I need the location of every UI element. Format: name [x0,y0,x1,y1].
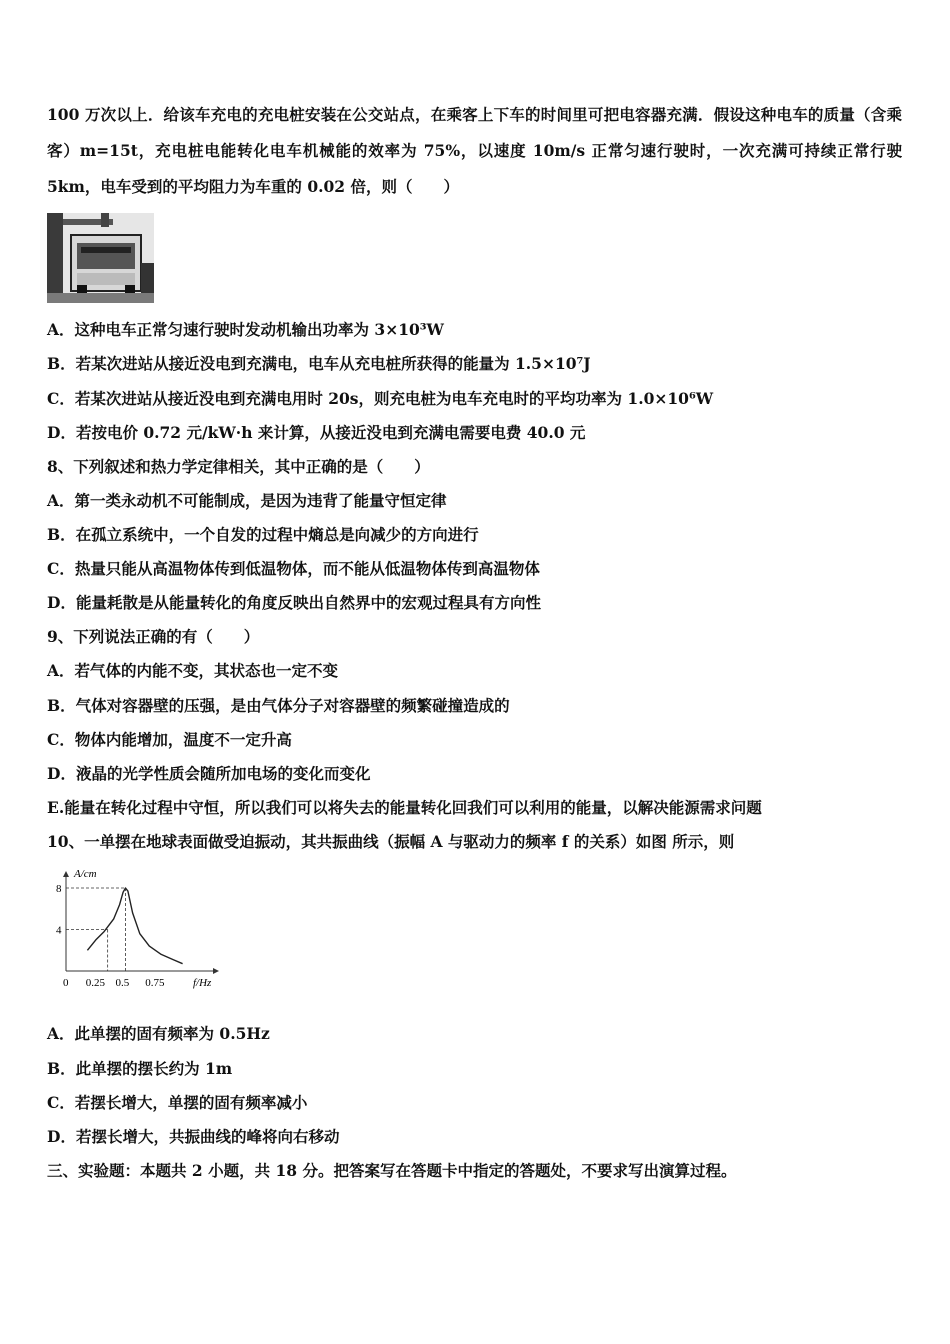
x-tick-label-0.5: 0.5 [115,977,130,989]
q7-option-a: A．这种电车正常匀速行驶时发动机输出功率为 3×10³W [47,320,444,339]
q9-option-e: E.能量在转化过程中守恒，所以我们可以将失去的能量转化回我们可以利用的能量，以解决能源需求问题 [47,798,762,817]
q7-stem: 100 万次以上．给该车充电的充电桩安装在公交站点，在乘客上下车的时间里可把电容器充满．假设这种电车的质量（含乘客）m=15t，充电桩电能转化电车机械能的效率为 75%，以速度 10m/s 正常匀速行驶时，一次充满可持续正常行驶 5km，电车受到的平均阻力为车重的 0.02 倍，则（ ） [47,105,902,196]
q7-option-c: C．若某次进站从接近没电到充满电用时 20s，则充电桩为电车充电时的平均功率为 1.0×10⁶W [47,389,714,408]
q8-stem: 8、下列叙述和热力学定律相关，其中正确的是（ ） [47,457,430,476]
y-axis-label: A/cm [74,868,97,880]
q10-option-b: B．此单摆的摆长约为 1m [47,1059,233,1078]
x-axis-label: f/Hz [193,977,212,989]
q9-option-d: D．液晶的光学性质会随所加电场的变化而变化 [47,764,371,783]
bus-charging-photo [47,213,154,303]
q10-option-d: D．若摆长增大，共振曲线的峰将向右移动 [47,1127,340,1146]
x-tick-label-0.75: 0.75 [145,977,165,989]
q9-option-a: A．若气体的内能不变，其状态也一定不变 [47,661,339,680]
y-tick-label-8: 8 [56,883,62,895]
q9-stem: 9、下列说法正确的有（ ） [47,627,260,646]
x-tick-label-0.25: 0.25 [85,977,105,989]
q7-option-d: D．若按电价 0.72 元/kW·h 来计算，从接近没电到充满电需要电费 40.0 元 [47,423,586,442]
q8-option-a: A．第一类永动机不可能制成，是因为违背了能量守恒定律 [47,491,447,510]
q8-option-c: C．热量只能从高温物体传到低温物体，而不能从低温物体传到高温物体 [47,559,540,578]
resonance-curve-chart [47,865,237,993]
x-axis-arrow [213,968,219,974]
q9-option-b: B．气体对容器壁的压强，是由气体分子对容器壁的频繁碰撞造成的 [47,696,510,715]
q10-option-a: A．此单摆的固有频率为 0.5Hz [47,1024,270,1043]
q9-option-c: C．物体内能增加，温度不一定升高 [47,730,292,749]
y-tick-label-4: 4 [56,924,62,937]
q7-option-b: B．若某次进站从接近没电到充满电，电车从充电桩所获得的能量为 1.5×10⁷J [47,354,591,373]
q8-option-d: D．能量耗散是从能量转化的角度反映出自然界中的宏观过程具有方向性 [47,593,541,612]
q10-option-c: C．若摆长增大，单摆的固有频率减小 [47,1093,308,1112]
section-3-heading: 三、实验题：本题共 2 小题，共 18 分。把答案写在答题卡中指定的答题处，不要求写出演算过程。 [47,1161,737,1180]
x-tick-label-0: 0 [63,977,69,989]
resonance-curve-line [87,888,182,964]
q8-option-b: B．在孤立系统中，一个自发的过程中熵总是向减少的方向进行 [47,525,479,544]
q10-stem: 10、一单摆在地球表面做受迫振动，其共振曲线（振幅 A 与驱动力的频率 f 的关系）如图 所示，则 [47,832,735,851]
y-axis-arrow [63,871,69,877]
